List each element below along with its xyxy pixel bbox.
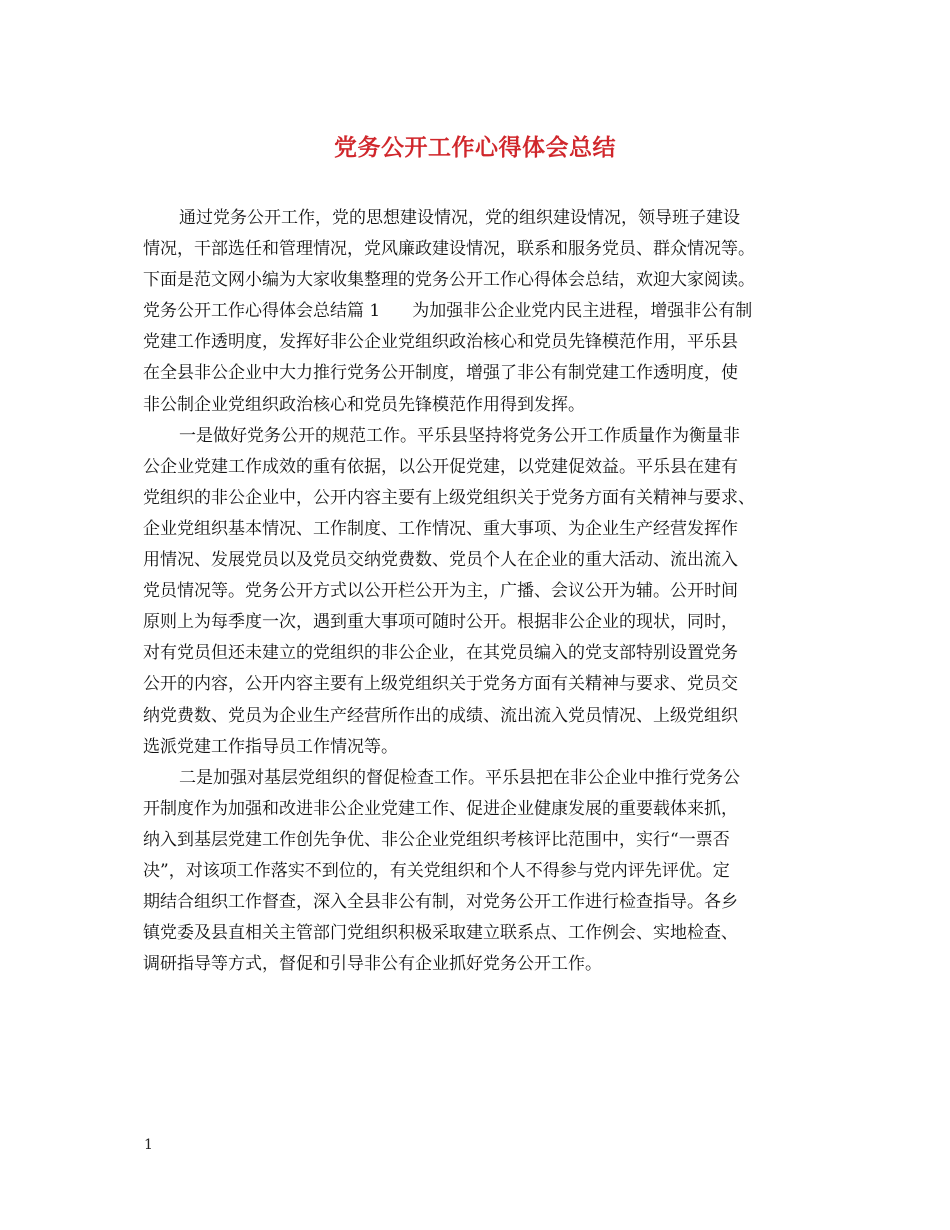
paragraph-intro bbox=[143, 203, 815, 421]
text-line: 调研指导等方式，督促和引导非公有企业抓好党务公开工作。 bbox=[143, 954, 602, 975]
text-line: 对有党员但还未建立的党组织的非公企业，在其党员编入的党支部特别设置党务 bbox=[143, 643, 738, 664]
page-number: 1 bbox=[144, 1137, 153, 1153]
text-line: 纳党费数、党员为企业生产经营所作出的成绩、流出流入党员情况、上级党组织 bbox=[143, 705, 738, 726]
text-line: 公开的内容，公开内容主要有上级党组织关于党务方面有关精神与要求、党员交 bbox=[143, 674, 738, 695]
text-line: 决”，对该项工作落实不到位的，有关党组织和个人不得参与党内评先评优。定 bbox=[143, 860, 730, 881]
text-line: 通过党务公开工作，党的思想建设情况，党的组织建设情况，领导班子建设 bbox=[179, 208, 740, 228]
section-heading: 党务公开工作心得体会总结篇 1 bbox=[143, 301, 381, 322]
text-line: 二是加强对基层党组织的督促检查工作。平乐县把在非公企业中推行党务公 bbox=[179, 767, 740, 788]
text-line: 情况，干部选任和管理情况，党风廉政建设情况，联系和服务党员、群众情况等。 bbox=[143, 239, 755, 260]
text-fragment: 为加强非公企业党内民主进程，增强非公有制 bbox=[412, 301, 753, 322]
page-title: 党务公开工作心得体会总结 bbox=[334, 134, 616, 161]
text-line: 企业党组织基本情况、工作制度、工作情况、重大事项、为企业生产经营发挥作 bbox=[143, 518, 738, 539]
text-line: 期结合组织工作督查，深入全县非公有制，对党务公开工作进行检查指导。各乡 bbox=[143, 892, 738, 913]
text-line: 镇党委及县直相关主管部门党组织积极采取建立联系点、工作例会、实地检查、 bbox=[143, 923, 738, 944]
document-body bbox=[143, 203, 815, 980]
text-line: 党建工作透明度，发挥好非公企业党组织政治核心和党员先锋模范作用，平乐县 bbox=[143, 332, 738, 353]
text-line bbox=[143, 296, 815, 327]
text-line: 选派党建工作指导员工作情况等。 bbox=[143, 736, 398, 757]
text-line: 下面是范文网小编为大家收集整理的党务公开工作心得体会总结，欢迎大家阅读。 bbox=[143, 270, 755, 291]
text-line: 纳入到基层党建工作创先争优、非公企业党组织考核评比范围中，实行“一票否 bbox=[143, 829, 730, 850]
text-line: 在全县非公企业中大力推行党务公开制度，增强了非公有制党建工作透明度，使 bbox=[143, 363, 738, 384]
text-line: 党员情况等。党务公开方式以公开栏公开为主，广播、会议公开为辅。公开时间 bbox=[143, 581, 738, 602]
text-line: 公企业党建工作成效的重有依据，以公开促党建，以党建促效益。平乐县在建有 bbox=[143, 456, 738, 477]
text-line: 原则上为每季度一次，遇到重大事项可随时公开。根据非公企业的现状，同时， bbox=[143, 612, 738, 633]
text-line: 一是做好党务公开的规范工作。平乐县坚持将党务公开工作质量作为衡量非 bbox=[179, 425, 740, 446]
paragraph-standardization bbox=[143, 421, 815, 763]
text-line: 党组织的非公企业中，公开内容主要有上级党组织关于党务方面有关精神与要求、 bbox=[143, 487, 755, 508]
text-line: 开制度作为加强和改进非公企业党建工作、促进企业健康发展的重要载体来抓， bbox=[143, 798, 738, 819]
text-line: 非公制企业党组织政治核心和党员先锋模范作用得到发挥。 bbox=[143, 394, 585, 415]
text-line: 用情况、发展党员以及党员交纳党费数、党员个人在企业的重大活动、流出流入 bbox=[143, 550, 738, 571]
paragraph-supervision bbox=[143, 763, 815, 981]
